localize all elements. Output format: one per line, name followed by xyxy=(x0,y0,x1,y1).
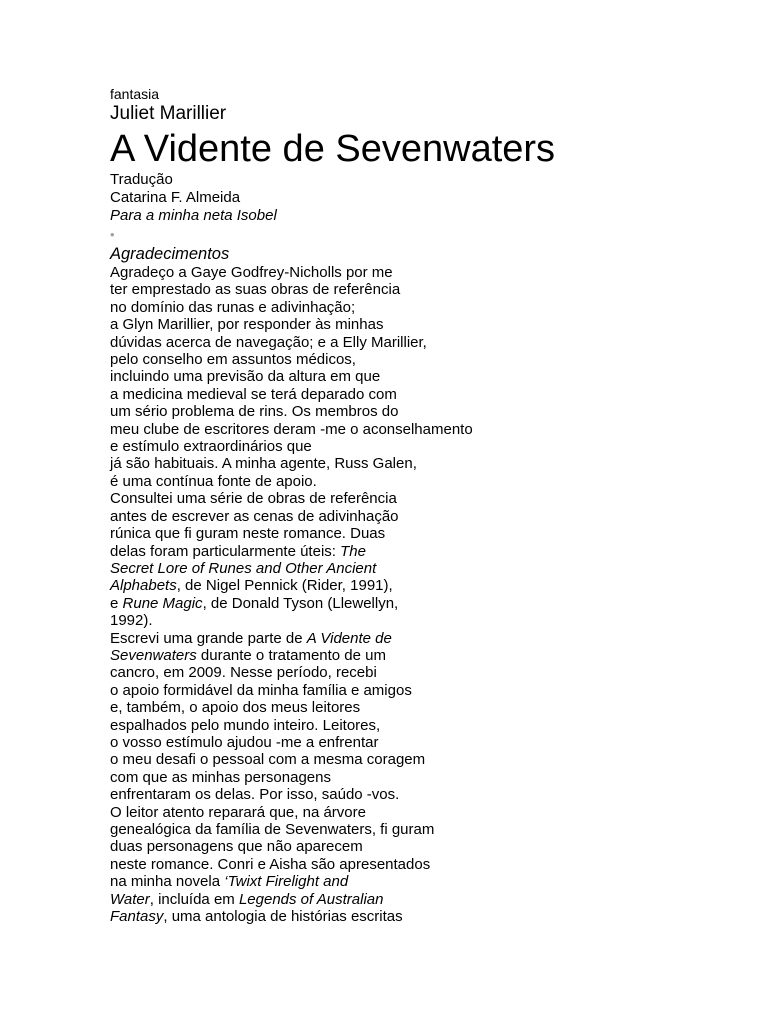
text-line xyxy=(110,769,730,786)
text-line xyxy=(110,908,730,925)
text-run: cancro, em 2009. Nesse período, recebi xyxy=(110,664,377,682)
text-run: o meu desafi o pessoal com a mesma coragem xyxy=(110,751,426,769)
text-run: antes de escrever as cenas de adivinhação xyxy=(110,507,399,525)
genre-label: fantasia xyxy=(110,86,160,102)
text-run: , uma antologia de histórias escritas xyxy=(163,908,403,926)
text-line xyxy=(110,804,730,821)
text-run: genealógica da família de Sevenwaters, fi guram xyxy=(110,821,435,838)
text-line xyxy=(110,490,730,507)
text-line xyxy=(110,664,730,681)
text-run: no domínio das runas e adivinhação; xyxy=(110,298,356,316)
text-line xyxy=(110,368,730,385)
acknowledgements-text xyxy=(110,264,730,925)
text-run: rúnica que fi guram neste romance. Duas xyxy=(110,525,386,543)
text-run: pelo conselho em assuntos médicos, xyxy=(110,351,356,369)
italic-text: Alphabets xyxy=(110,577,177,595)
text-line xyxy=(110,438,730,455)
italic-text: Legends of Australian xyxy=(238,890,384,908)
text-line xyxy=(110,560,730,577)
text-run: um sério problema de rins. Os membros do xyxy=(110,403,399,421)
italic-text: Sevenwaters xyxy=(110,646,197,664)
text-line xyxy=(110,699,730,716)
text-line xyxy=(110,525,730,542)
text-line xyxy=(110,838,730,855)
italic-text: A Vidente de xyxy=(306,629,392,647)
text-run: , de Nigel Pennick (Rider, 1991), xyxy=(176,577,393,595)
text-line xyxy=(110,281,730,298)
text-line xyxy=(110,421,730,438)
text-line xyxy=(110,891,730,908)
dedication: Para a minha neta Isobel xyxy=(110,207,277,224)
italic-text: The xyxy=(340,542,366,560)
text-run: dúvidas acerca de navegação; e a Elly Marillier, xyxy=(110,333,427,351)
text-run: ter emprestado as suas obras de referência xyxy=(110,281,401,299)
text-line xyxy=(110,734,730,751)
text-line xyxy=(110,647,730,664)
translation-label: Tradução xyxy=(110,171,173,188)
text-line xyxy=(110,264,730,281)
italic-text: ‘Twixt Firelight and xyxy=(224,873,349,891)
text-run: Agradeço a Gaye Godfrey-Nicholls por me xyxy=(110,264,393,281)
text-run: espalhados pelo mundo inteiro. Leitores, xyxy=(110,716,381,734)
text-line xyxy=(110,612,730,629)
text-line xyxy=(110,473,730,490)
text-line xyxy=(110,351,730,368)
separator-bullet: • xyxy=(110,227,115,242)
text-line xyxy=(110,856,730,873)
text-line xyxy=(110,455,730,472)
text-line xyxy=(110,508,730,525)
text-line xyxy=(110,543,730,560)
text-run: o vosso estímulo ajudou -me a enfrentar xyxy=(110,733,379,751)
italic-text: Secret Lore of Runes and Other Ancient xyxy=(110,559,377,577)
text-run: é uma contínua fonte de apoio. xyxy=(110,472,317,490)
text-run: e xyxy=(110,594,123,612)
text-run: na minha novela xyxy=(110,873,225,891)
text-run: enfrentaram os delas. Por isso, saúdo -vos. xyxy=(110,786,400,804)
book-title: A Vidente de Sevenwaters xyxy=(110,128,556,170)
text-line xyxy=(110,873,730,890)
text-run: Escrevi uma grande parte de xyxy=(110,629,307,647)
text-run: e estímulo extraordinários que xyxy=(110,438,312,456)
text-run: meu clube de escritores deram -me o aconselhamento xyxy=(110,420,473,438)
text-run: a medicina medieval se terá deparado com xyxy=(110,385,397,403)
text-run: a Glyn Marillier, por responder às minhas xyxy=(110,316,384,334)
text-line xyxy=(110,751,730,768)
text-run: , de Donald Tyson (Llewellyn, xyxy=(202,594,399,612)
text-line xyxy=(110,786,730,803)
text-run: o apoio formidável da minha família e amigos xyxy=(110,681,412,699)
text-line xyxy=(110,821,730,838)
document-page xyxy=(110,86,730,925)
text-run: , incluída em xyxy=(149,890,239,908)
text-run: durante o tratamento de um xyxy=(196,646,386,664)
text-run: 1992). xyxy=(110,612,153,630)
text-run: delas foram particularmente úteis: xyxy=(110,542,341,560)
text-line xyxy=(110,334,730,351)
text-run: já são habituais. A minha agente, Russ Galen, xyxy=(110,455,417,473)
text-line xyxy=(110,630,730,647)
section-heading: Agradecimentos xyxy=(110,245,230,263)
text-run: neste romance. Conri e Aisha são apresentados xyxy=(110,855,431,873)
text-line xyxy=(110,595,730,612)
text-run: O leitor atento reparará que, na árvore xyxy=(110,803,366,821)
italic-text: Rune Magic xyxy=(122,594,203,612)
text-line xyxy=(110,316,730,333)
text-line xyxy=(110,577,730,594)
text-run: incluindo uma previsão da altura em que xyxy=(110,368,381,386)
italic-text: Water xyxy=(110,890,150,908)
text-run: e, também, o apoio dos meus leitores xyxy=(110,699,361,717)
text-run: com que as minhas personagens xyxy=(110,768,331,786)
text-line xyxy=(110,717,730,734)
text-run: duas personagens que não aparecem xyxy=(110,838,363,856)
italic-text: Fantasy xyxy=(110,908,164,926)
text-line xyxy=(110,403,730,420)
text-line xyxy=(110,299,730,316)
translator-name: Catarina F. Almeida xyxy=(110,189,241,206)
author-name: Juliet Marillier xyxy=(110,103,227,124)
text-line xyxy=(110,682,730,699)
text-run: Consultei uma série de obras de referência xyxy=(110,490,397,508)
text-line xyxy=(110,386,730,403)
